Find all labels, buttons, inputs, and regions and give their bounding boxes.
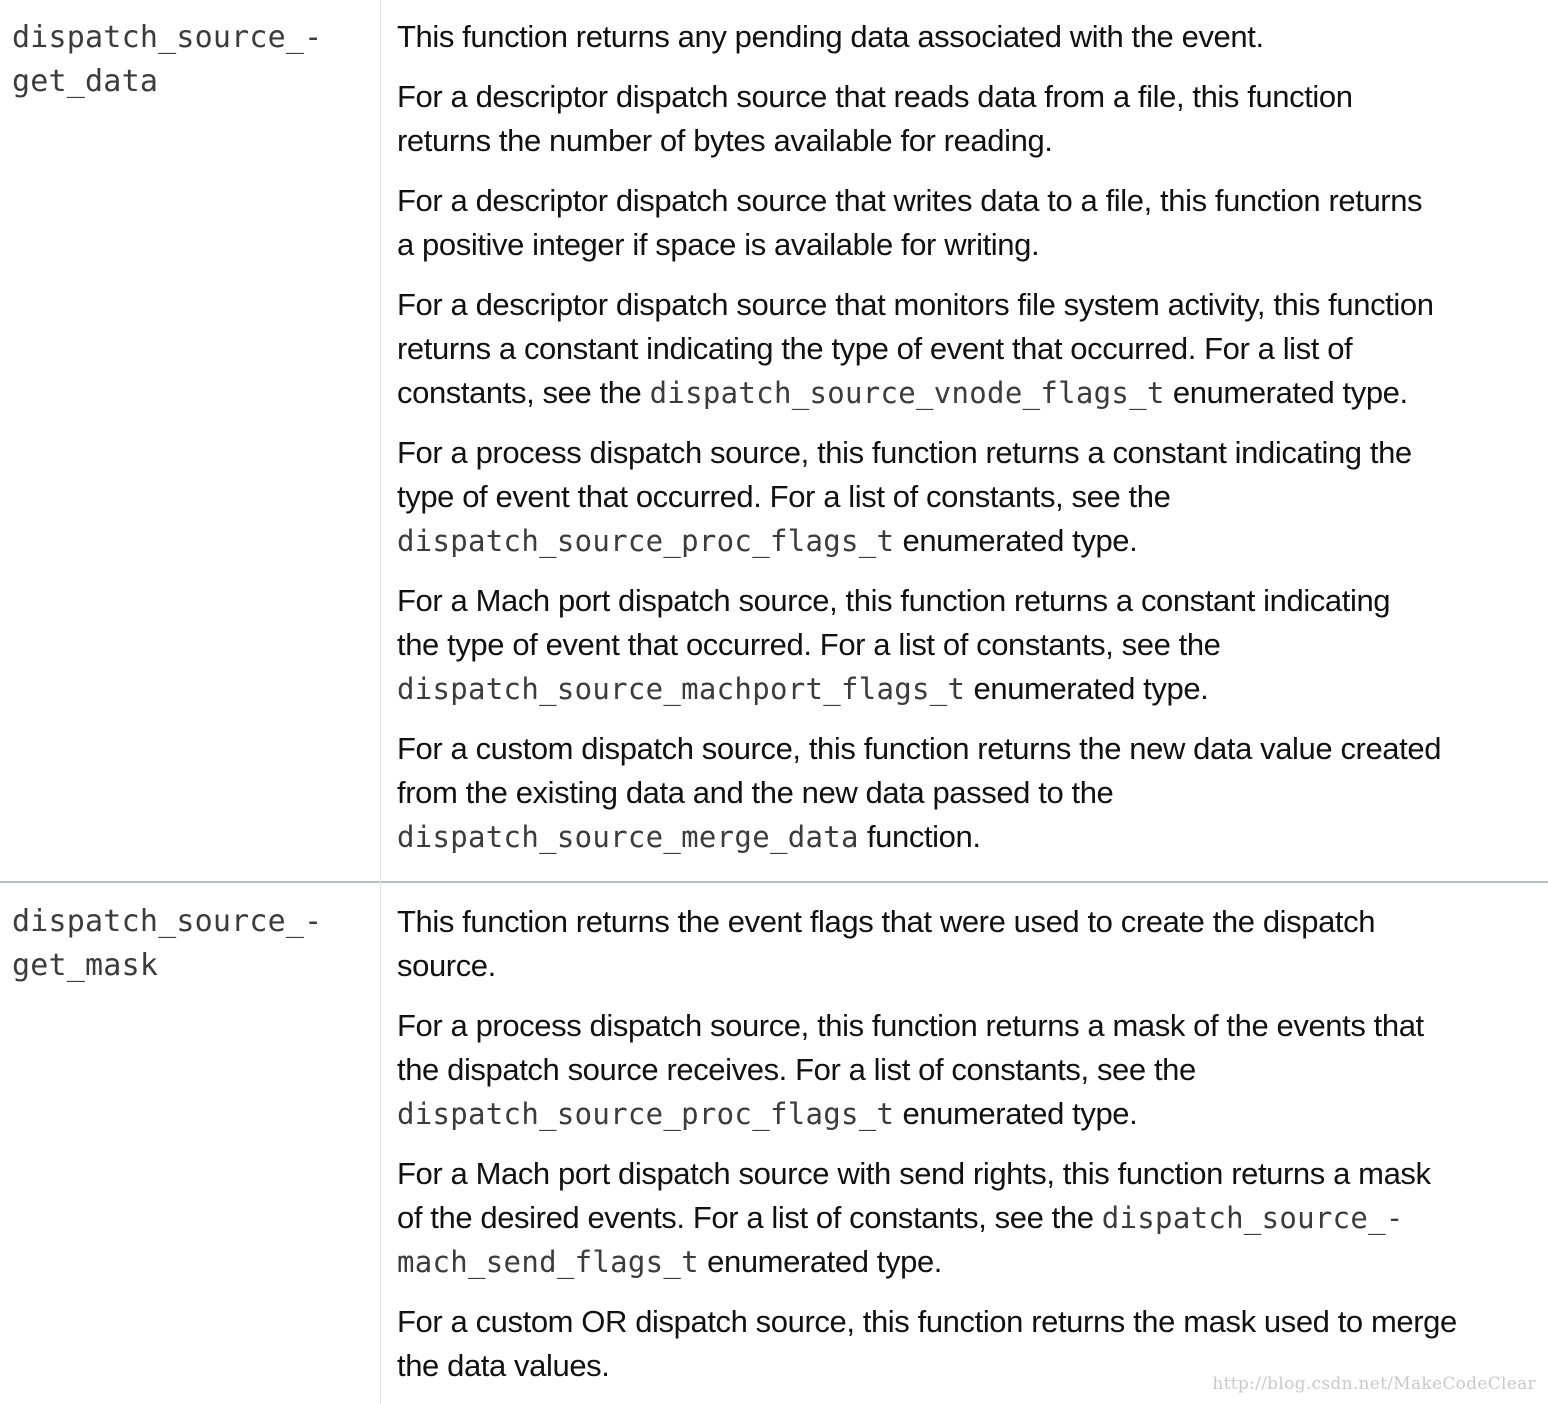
paragraph-line: [397, 1196, 1507, 1240]
function-name-line: get_mask: [12, 948, 159, 983]
text-run: For a descriptor dispatch source that monitors file system activity, this function: [397, 287, 1434, 322]
paragraph-line: [397, 1092, 1507, 1136]
description-paragraph: [397, 1152, 1507, 1284]
text-run: enumerated type.: [1164, 375, 1408, 410]
code-type-mach-send-flags-part1: dispatch_source_-: [1101, 1201, 1404, 1235]
text-run: This function returns the event flags that were used to create the dispatch: [397, 904, 1376, 939]
text-run: For a process dispatch source, this function returns a constant indicating the: [397, 435, 1412, 470]
code-type-proc-flags: dispatch_source_proc_flags_t: [397, 524, 895, 558]
paragraph-line: [397, 327, 1507, 371]
code-type-vnode-flags: dispatch_source_vnode_flags_t: [649, 376, 1165, 410]
paragraph-line: [397, 727, 1507, 771]
description-get-data: [397, 15, 1507, 875]
description-paragraph: [397, 900, 1507, 988]
text-run: returns the number of bytes available for reading.: [397, 123, 1053, 158]
column-divider: [380, 0, 381, 1404]
text-run: For a descriptor dispatch source that reads data from a file, this function: [397, 79, 1353, 114]
text-run: enumerated type.: [965, 671, 1209, 706]
paragraph-line: [397, 579, 1507, 623]
text-run: enumerated type.: [698, 1244, 942, 1279]
paragraph-line: [397, 900, 1507, 944]
text-run: enumerated type.: [894, 523, 1138, 558]
text-run: from the existing data and the new data passed to the: [397, 775, 1114, 810]
description-paragraph: [397, 75, 1507, 163]
text-run: a positive integer if space is available for writing.: [397, 227, 1040, 262]
text-run: enumerated type.: [894, 1096, 1138, 1131]
paragraph-line: [397, 475, 1507, 519]
text-run: the type of event that occurred. For a list of constants, see the: [397, 627, 1221, 662]
description-get-mask: [397, 900, 1507, 1404]
description-paragraph: [397, 15, 1507, 59]
text-run: function.: [858, 819, 981, 854]
paragraph-line: [397, 371, 1507, 415]
code-type-proc-flags: dispatch_source_proc_flags_t: [397, 1097, 895, 1131]
paragraph-line: [397, 944, 1507, 988]
paragraph-line: [397, 283, 1507, 327]
paragraph-line: [397, 1240, 1507, 1284]
text-run: returns a constant indicating the type of event that occurred. For a list of: [397, 331, 1353, 366]
text-run: This function returns any pending data associated with the event.: [397, 19, 1264, 54]
description-paragraph: [397, 579, 1507, 711]
paragraph-line: [397, 75, 1507, 119]
text-run: the data values.: [397, 1348, 610, 1383]
paragraph-line: [397, 1048, 1507, 1092]
paragraph-line: [397, 1152, 1507, 1196]
paragraph-line: [397, 179, 1507, 223]
paragraph-line: [397, 431, 1507, 475]
paragraph-line: [397, 519, 1507, 563]
code-type-mach-send-flags-part2: mach_send_flags_t: [397, 1245, 699, 1279]
text-run: For a descriptor dispatch source that writes data to a file, this function returns: [397, 183, 1423, 218]
paragraph-line: [397, 667, 1507, 711]
function-name-line: dispatch_source_-: [12, 20, 323, 55]
text-run: of the desired events. For a list of constants, see the: [397, 1200, 1102, 1235]
paragraph-line: [397, 1300, 1507, 1344]
paragraph-line: [397, 119, 1507, 163]
text-run: type of event that occurred. For a list of constants, see the: [397, 479, 1171, 514]
description-paragraph: [397, 431, 1507, 563]
text-run: For a custom OR dispatch source, this function returns the mask used to merge: [397, 1304, 1457, 1339]
code-function-merge-data: dispatch_source_merge_data: [397, 820, 859, 854]
text-run: For a custom dispatch source, this function returns the new data value created: [397, 731, 1442, 766]
paragraph-line: [397, 1004, 1507, 1048]
paragraph-line: [397, 815, 1507, 859]
text-run: source.: [397, 948, 496, 983]
text-run: For a Mach port dispatch source with send rights, this function returns a mask: [397, 1156, 1431, 1191]
description-paragraph: [397, 179, 1507, 267]
paragraph-line: [397, 623, 1507, 667]
description-paragraph: [397, 283, 1507, 415]
watermark-url: http://blog.csdn.net/MakeCodeClear: [1212, 1374, 1536, 1394]
description-paragraph: [397, 727, 1507, 859]
description-paragraph: [397, 1004, 1507, 1136]
paragraph-line: [397, 771, 1507, 815]
text-run: For a Mach port dispatch source, this function returns a constant indicating: [397, 583, 1391, 618]
paragraph-line: [397, 223, 1507, 267]
function-name-line: dispatch_source_-: [12, 904, 323, 939]
function-name-get-data: [12, 16, 362, 104]
text-run: constants, see the: [397, 375, 650, 410]
text-run: the dispatch source receives. For a list of constants, see the: [397, 1052, 1196, 1087]
function-name-line: get_data: [12, 64, 159, 99]
code-type-machport-flags: dispatch_source_machport_flags_t: [397, 672, 966, 706]
table-row-get-mask: [0, 882, 1548, 1404]
function-name-get-mask: [12, 900, 362, 988]
text-run: For a process dispatch source, this function returns a mask of the events that: [397, 1008, 1424, 1043]
paragraph-line: [397, 15, 1507, 59]
